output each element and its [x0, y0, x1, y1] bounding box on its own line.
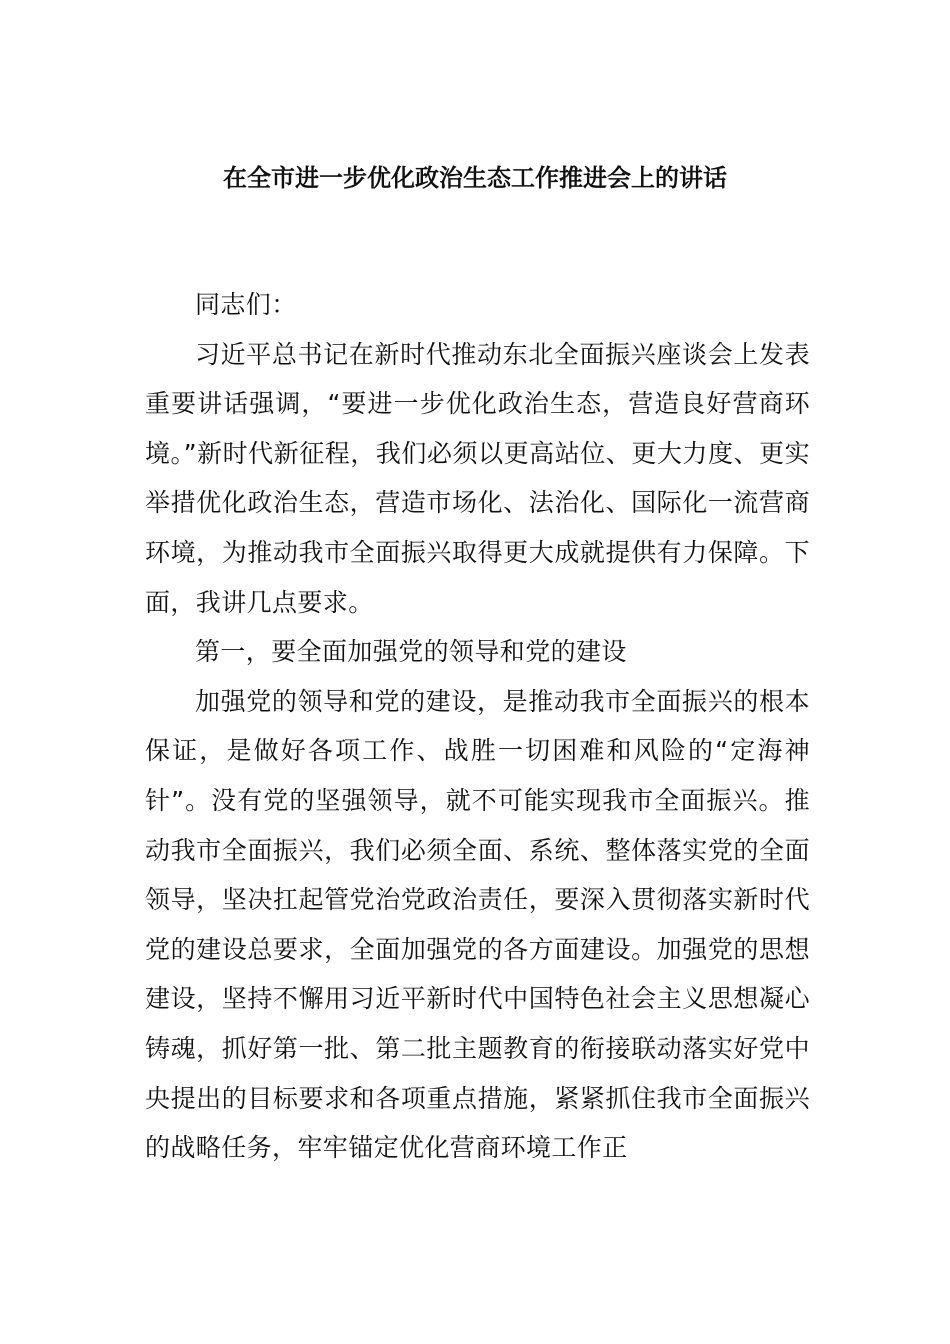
- salutation-paragraph: 同志们：: [195, 290, 297, 319]
- document-body: [145, 280, 810, 1173]
- intro-paragraph: 习近平总书记在新时代推动东北全面振兴座谈会上发表重要讲话强调，“要进一步优化政治生态，营造良好营商环境。”新时代新征程，我们必须以更高站位、更大力度、更实举措优化政治生态，营造市场化、法治化、国际化一流营商环境，为推动我市全面振兴取得更大成就提供有力保障。下面，我讲几点要求。: [145, 339, 810, 617]
- body-paragraph: 加强党的领导和党的建设，是推动我市全面振兴的根本保证，是做好各项工作、战胜一切困难和风险的“定海神针”。没有党的坚强领导，就不可能实现我市全面振兴。推动我市全面振兴，我们必须全面、系统、整体落实党的全面领导，坚决扛起管党治党政治责任，要深入贯彻落实新时代党的建设总要求，全面加强党的各方面建设。加强党的思想建设，坚持不懈用习近平新时代中国特色社会主义思想凝心铸魂，抓好第一批、第二批主题教育的衔接联动落实好党中央提出的目标要求和各项重点措施，紧紧抓住我市全面振兴的战略任务，牢牢锚定优化营商环境工作正: [145, 686, 810, 1163]
- document-title: 在全市进一步优化政治生态工作推进会上的讲话: [223, 164, 727, 192]
- section-heading: 第一，要全面加强党的领导和党的建设: [195, 637, 627, 667]
